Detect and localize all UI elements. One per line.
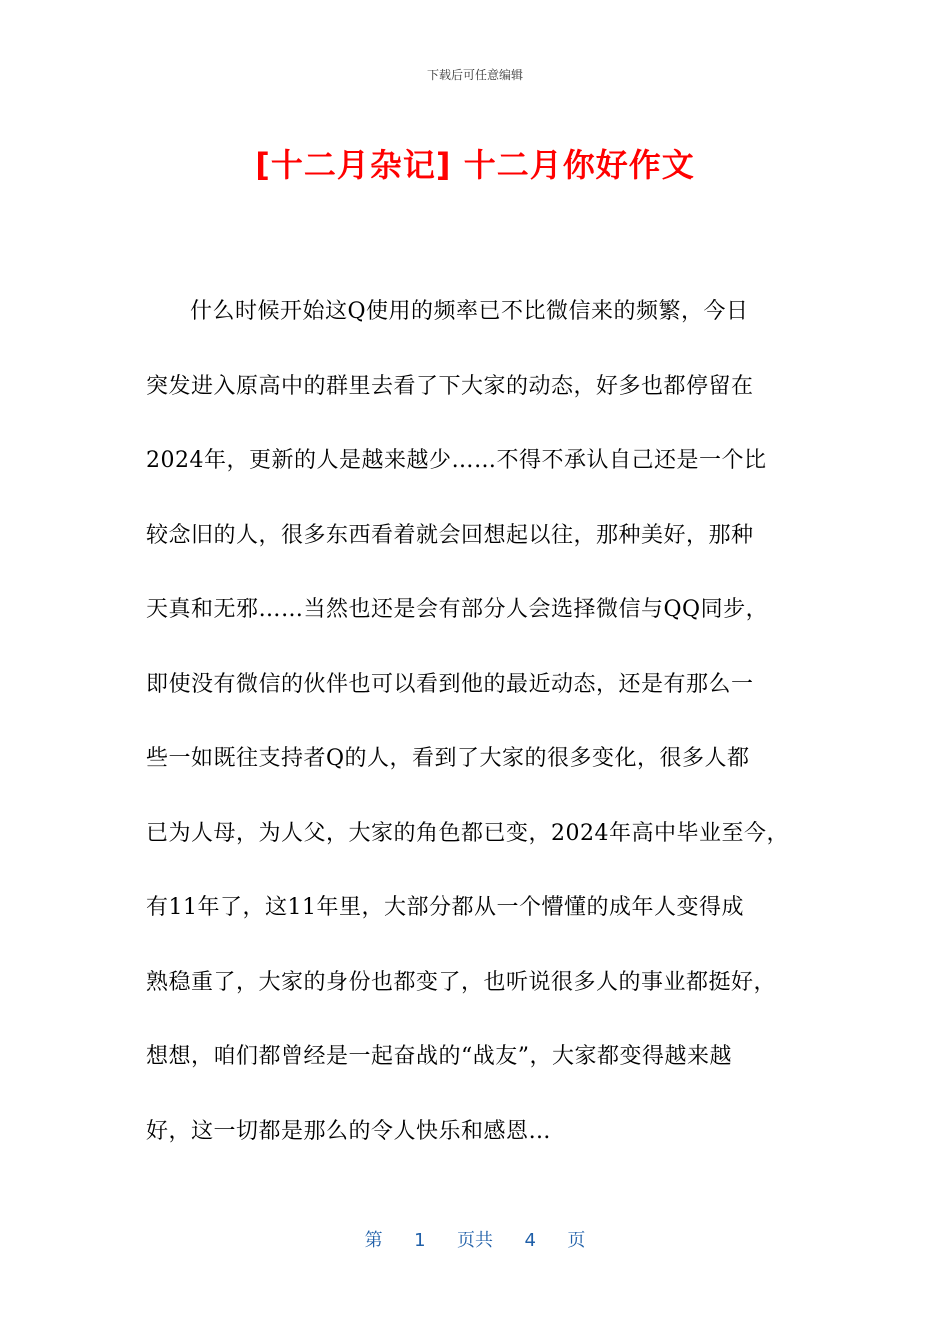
body-line: 已为人母，为人父，大家的角色都已变，2024年高中毕业至今， — [146, 820, 789, 846]
body-line: 天真和无邪……当然也还是会有部分人会选择微信与QQ同步， — [146, 597, 769, 622]
body-line: 些一如既往支持者Q的人，看到了大家的很多变化，很多人都 — [146, 746, 750, 771]
document-title: [十二月杂记] 十二月你好作文 — [255, 146, 695, 184]
body-line: 什么时候开始这Q使用的频率已不比微信来的频繁，今日 — [190, 299, 749, 324]
header-note: 下载后可任意编辑 — [426, 68, 523, 82]
body-line: 熟稳重了，大家的身份也都变了，也听说很多人的事业都挺好， — [146, 969, 777, 995]
footer-page-middle: 页共 — [457, 1230, 493, 1251]
body-line: 即使没有微信的伙伴也可以看到他的最近动态，还是有那么一 — [146, 671, 754, 697]
body-line: 想想，咱们都曾经是一起奋战的“战友”，大家都变得越来越 — [146, 1044, 732, 1069]
footer-page-suffix: 页 — [567, 1230, 586, 1251]
body-line: 好，这一切都是那么的令人快乐和感恩… — [146, 1118, 552, 1144]
body-line: 突发进入原高中的群里去看了下大家的动态，好多也都停留在 — [146, 373, 754, 399]
body-text — [146, 275, 806, 1169]
page-footer — [0, 1226, 950, 1252]
body-line: 较念旧的人，很多东西看着就会回想起以往，那种美好，那种 — [146, 522, 754, 548]
footer-page-total: 4 — [524, 1230, 536, 1251]
footer-page-current: 1 — [414, 1230, 426, 1251]
body-line: 有11年了，这11年里，大部分都从一个懵懂的成年人变得成 — [146, 895, 744, 920]
footer-page-prefix: 第 — [364, 1230, 383, 1251]
body-line: 2024年，更新的人是越来越少……不得不承认自己还是一个比 — [146, 448, 767, 473]
